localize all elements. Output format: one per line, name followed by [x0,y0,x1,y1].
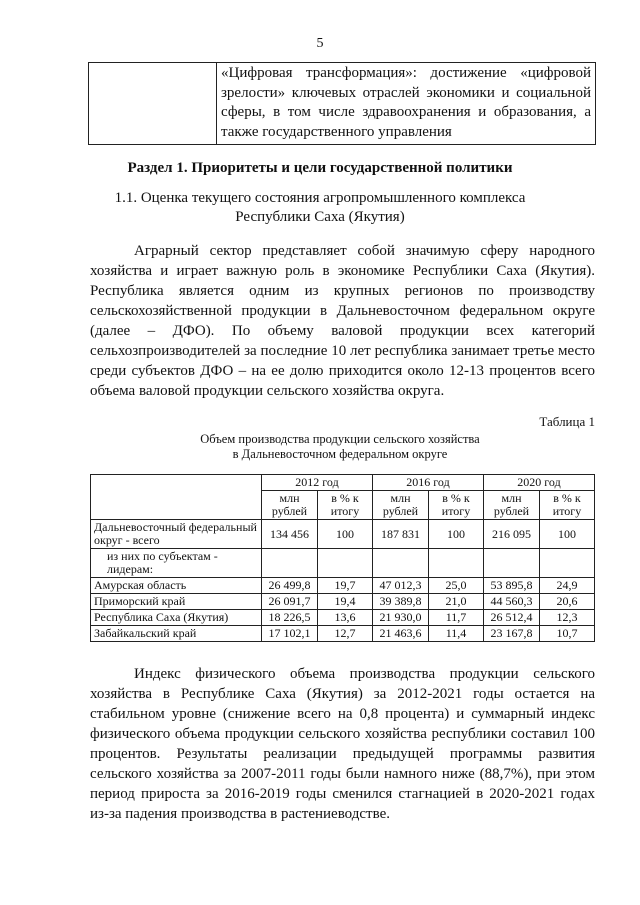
value-cell: 11,7 [429,610,484,626]
table-header-cell [91,475,262,520]
value-cell [262,549,318,578]
production-table [90,474,595,642]
unit-header: млн рублей [262,491,318,520]
value-cell [318,549,373,578]
value-cell: 19,7 [318,578,373,594]
subsection-heading [0,189,640,227]
table-caption-line: в Дальневосточном федеральном округе [232,447,448,461]
year-header: 2012 год [262,475,373,491]
value-cell: 187 831 [373,520,429,549]
table-row [91,626,595,642]
value-cell: 100 [318,520,373,549]
value-cell: 24,9 [540,578,595,594]
unit-header: млн рублей [484,491,540,520]
value-cell: 21 930,0 [373,610,429,626]
value-cell: 26 512,4 [484,610,540,626]
value-cell: 21,0 [429,594,484,610]
section-heading: Раздел 1. Приоритеты и цели государственной политики [127,160,513,176]
region-name: Дальневосточный федеральный округ - всего [91,520,262,549]
table-caption-line: Объем производства продукции сельского хозяйства [200,432,480,446]
value-cell: 21 463,6 [373,626,429,642]
paragraph: Аграрный сектор представляет собой значимую сферу народного хозяйства и играет важную роль в экономике Республики Саха (Якутия). Республика является одним из крупных регионов по производству сельскохозяйственной продукции в Дальневосточном федеральном округе (далее – ДФО). По объему валовой продукции всех категорий сельхозпроизводителей за последние 10 лет республика занимает третье место среди субъектов ДФО – на ее долю приходится около 12-13 процентов всего объема валовой продукции сельского хозяйства округа. [90,243,595,399]
table-row [91,549,595,578]
table-cell [89,63,217,145]
value-cell: 100 [540,520,595,549]
unit-header: в % к итогу [318,491,373,520]
region-name: Амурская область [91,578,262,594]
table-label: Таблица 1 [539,414,595,429]
value-cell: 47 012,3 [373,578,429,594]
goal-text: «Цифровая трансформация»: достижение «цифровой зрелости» ключевых отраслей экономики и социальной сферы, в том числе здравоохранения и образования, а также государственного управления [221,65,591,140]
value-cell [373,549,429,578]
table-row [91,520,595,549]
value-cell [540,549,595,578]
value-cell: 11,4 [429,626,484,642]
continuation-table [88,62,596,145]
value-cell: 18 226,5 [262,610,318,626]
table-row [91,610,595,626]
region-name: Забайкальский край [91,626,262,642]
value-cell [484,549,540,578]
value-cell [429,549,484,578]
region-name: из них по субъектам - лидерам: [91,549,262,578]
value-cell: 100 [429,520,484,549]
unit-header: млн рублей [373,491,429,520]
unit-header: в % к итогу [540,491,595,520]
table-header-row [91,475,595,491]
table-row [91,594,595,610]
region-name: Республика Саха (Якутия) [91,610,262,626]
year-header: 2016 год [373,475,484,491]
value-cell: 19,4 [318,594,373,610]
subsection-heading-line: Республики Саха (Якутия) [235,209,405,225]
table-caption [0,432,640,462]
table-row [89,63,596,145]
value-cell: 26 499,8 [262,578,318,594]
page-number: 5 [316,36,324,51]
unit-header: в % к итогу [429,491,484,520]
value-cell: 23 167,8 [484,626,540,642]
subsection-heading-line: 1.1. Оценка текущего состояния агропромышленного комплекса [114,190,526,206]
value-cell: 25,0 [429,578,484,594]
value-cell: 13,6 [318,610,373,626]
year-header: 2020 год [484,475,595,491]
value-cell: 216 095 [484,520,540,549]
value-cell: 44 560,3 [484,594,540,610]
value-cell: 10,7 [540,626,595,642]
value-cell: 12,3 [540,610,595,626]
paragraph: Индекс физического объема производства продукции сельского хозяйства в Республике Саха (Якутия) за 2012-2021 годы остается на стабильном уровне (снижение всего на 0,8 процента) и суммарный индекс физического объема продукции сельского хозяйства республики составил 100 процентов. Результаты реализации предыдущей программы развития сельского хозяйства за 2007-2011 годы были намного ниже (88,7%), при этом период прироста за 2016-2019 годы сменился стагнацией в 2020-2021 годах из-за падения производства в растениеводстве. [90,666,595,822]
table-row [91,578,595,594]
value-cell: 20,6 [540,594,595,610]
value-cell: 134 456 [262,520,318,549]
table-cell [217,63,596,145]
value-cell: 17 102,1 [262,626,318,642]
value-cell: 12,7 [318,626,373,642]
value-cell: 26 091,7 [262,594,318,610]
value-cell: 39 389,8 [373,594,429,610]
value-cell: 53 895,8 [484,578,540,594]
region-name: Приморский край [91,594,262,610]
